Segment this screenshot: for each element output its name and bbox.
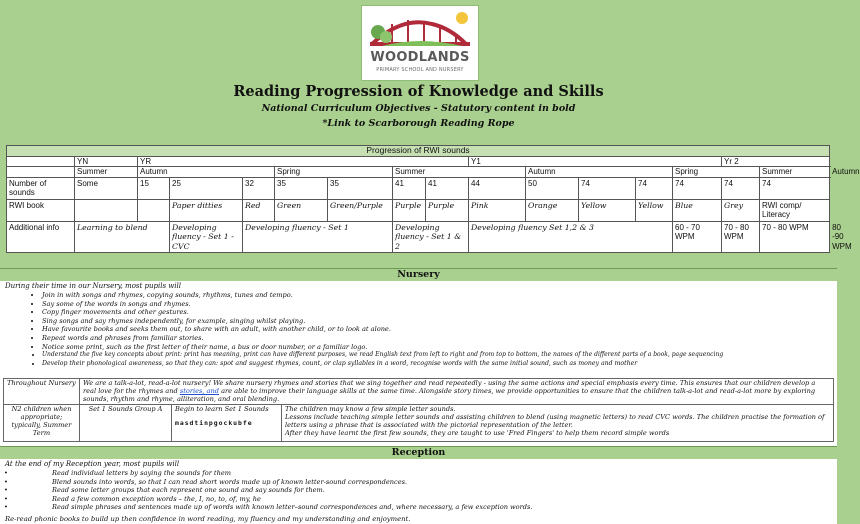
table-cell: Some [75,177,138,199]
table-cell: 35 [328,177,393,199]
table-cell: Yellow [579,199,636,221]
list-item: • Read a few common exception words – the, I, no, to, of, my, he [4,495,533,504]
list-item: • Sing songs and say rhymes independently, for example, singing whilst playing. [42,317,723,326]
list-item: • Say some of the words in songs and rhymes. [42,300,723,309]
table-cell: 70 - 80 WPM [760,221,830,253]
throughout-text-end: are able to improve their language skills at the same time. Alongside story times, we provide opportunities to ensure that the children talk-a-lot and read-a-lot more by exploring sounds, rhythm and rhyme, alliteration, and oral blending. [83,386,816,403]
table-cell: Pink [469,199,526,221]
row-label: RWI book [7,199,75,221]
table-cell: 15 [138,177,170,199]
list-item: • Understand the five key concepts about print: print has meaning, print can have different purposes, we read English text from left to right and from top to bottom, the names of the different parts of a book, page sequencing [42,351,723,360]
table-cell: Developing fluency - Set 1 [243,221,393,253]
table-cell: 74 [722,177,760,199]
n2-desc-line: The children may know a few simple letter sounds. [285,405,456,414]
n2-begin-cell [172,405,282,442]
term-cell: Spring [673,167,760,178]
table-cell: Paper ditties [170,199,243,221]
table-cell: 35 [275,177,328,199]
table-cell [138,199,170,221]
table-caption: Progression of RWI sounds [7,146,830,157]
throughout-text [80,379,834,405]
table-cell: 74 [579,177,636,199]
table-cell: Developing fluency - Set 1 - CVC [170,221,243,253]
year-yn: YN [75,156,138,167]
table-cell: Developing fluency - Set 1 & 2 [393,221,469,253]
throughout-text-start: We are a talk-a-lot, read-a-lot nursery! We share nursery rhymes and stories that we sing together and read repeatedly - using the same actions and special emphasis every time. This ensures that our children develop a real love for the rhymes and [83,379,816,395]
year-y1: Y1 [469,156,722,167]
page-subtitle: National Curriculum Objectives - Statutory content in bold [261,103,576,114]
table-cell: 74 [636,177,673,199]
list-item: • Copy finger movements and other gestures. [42,308,723,317]
table-cell: 41 [393,177,426,199]
table-cell: Grey [722,199,760,221]
n2-label: N2 children when appropriate; typically, Summer Term [4,405,80,442]
year-yr2: Yr 2 [722,156,830,167]
row-label: Number of sounds [7,177,75,199]
table-cell: 50 [526,177,579,199]
nursery-intro: During their time in our Nursery, most pupils will [5,282,182,290]
table-cell: Orange [526,199,579,221]
n2-desc-line: After they have learnt the first few sounds, they are taught to use 'Fred Fingers' to help them record simple words [285,428,670,437]
term-cell: Spring [275,167,393,178]
table-cell: Learning to blend [75,221,170,253]
n2-begin: Begin to learn Set 1 Sounds [175,405,269,414]
reception-heading: Reception [0,446,837,460]
cell-empty [7,167,75,178]
nursery-bullet-list [30,291,723,368]
reception-bullet-list [4,469,533,512]
school-logo [361,5,479,81]
table-cell: 41 [426,177,469,199]
table-cell: Red [243,199,275,221]
list-item: • Notice some print, such as the first letter of their name, a bus or door number, or a familiar logo. [42,343,723,352]
bridge-icon [362,6,478,52]
throughout-label: Throughout Nursery [4,379,80,405]
table-cell: 44 [469,177,526,199]
list-item: • Have favourite books and seeks them out, to share with an adult, with another child, or to look at alone. [42,325,723,334]
n2-desc-cell [282,405,834,442]
list-item: • Repeat words and phrases from familiar stories. [42,334,723,343]
table-cell: 60 - 70 WPM [673,221,722,253]
list-item: • Develop their phonological awareness, so that they can: spot and suggest rhymes, count, or clap syllables in a word, recognise words with the same initial sound, such as money and mother [42,360,723,369]
nursery-detail-table [3,378,834,442]
term-cell: Summer [760,167,830,178]
table-cell: 74 [673,177,722,199]
table-cell: 74 [760,177,830,199]
n2-group: Set 1 Sounds Group A [80,405,172,442]
stories-link[interactable]: stories, and [179,386,219,395]
term-cell: Summer [393,167,526,178]
table-cell: RWI comp/ Literacy [760,199,830,221]
list-item: • Read some letter groups that each represent one sound and say sounds for them. [4,486,533,495]
table-cell: Green/Purple [328,199,393,221]
nursery-heading: Nursery [0,268,837,282]
logo-subtitle: PRIMARY SCHOOL AND NURSERY [376,67,464,73]
term-cell: Autumn [526,167,673,178]
term-cell: Autumn [138,167,275,178]
reception-last-line: Re-read phonic books to build up then confidence in word reading, my fluency and my understanding and enjoyment. [5,515,411,523]
table-cell: Green [275,199,328,221]
logo-name: WOODLANDS [370,50,470,65]
page-subtitle-2: *Link to Scarborough Reading Rope [322,118,515,129]
table-cell: Purple [393,199,426,221]
row-label: Additional info [7,221,75,253]
term-cell: Summer [75,167,138,178]
n2-sounds: masdtinpgockubfe [175,419,253,428]
list-item: • Join in with songs and rhymes, copying sounds, rhythms, tunes and tempo. [42,291,723,300]
table-cell [75,199,138,221]
table-cell: Blue [673,199,722,221]
rwi-sounds-table: Progression of RWI sounds YN YR Y1 Yr 2 Summer Autumn Spring Summer Autumn Spring Summer Autumn Number of sounds Some 15 25 32 35 35 41 41 44 50 74 74 74 74 74 RWI book Paper ditties Red Green Green/Purple Purple Purple Pink Orange Yellow Yellow Blue Grey RWI comp/ Literacy Additional info Learning to blend Developing fluency - Set 1 - CVC Developing fluency - Set 1 Developing fluency - Set 1 & 2 Developing fluency Set 1,2 & 3 60 - 70 WPM 70 - 80 WPM 70 - 80 WPM 80 -90 WPM [6,145,830,253]
cell-empty [7,156,75,167]
list-item: • Read simple phrases and sentences made up of words with known letter–sound correspondences and, where necessary, a few exception words. [4,503,533,512]
list-item: • Read individual letters by saying the sounds for them [4,469,533,478]
n2-desc-line: Lessons include teaching simple letter sounds and assisting children to blend (using magnetic letters) to read CVC words. The children practise the formation of letters using a phrase that is associated with the pictorial representation of the letter. [285,413,825,429]
table-cell: 25 [170,177,243,199]
reception-intro: At the end of my Reception year, most pupils will [5,460,180,468]
year-yr: YR [138,156,469,167]
page-title: Reading Progression of Knowledge and Skills [233,83,604,100]
table-cell: Yellow [636,199,673,221]
table-cell: Developing fluency Set 1,2 & 3 [469,221,673,253]
table-cell: 32 [243,177,275,199]
list-item: • Blend sounds into words, so that I can read short words made up of known letter-sound correspondences. [4,478,533,487]
table-cell: 70 - 80 WPM [722,221,760,253]
table-cell: Purple [426,199,469,221]
